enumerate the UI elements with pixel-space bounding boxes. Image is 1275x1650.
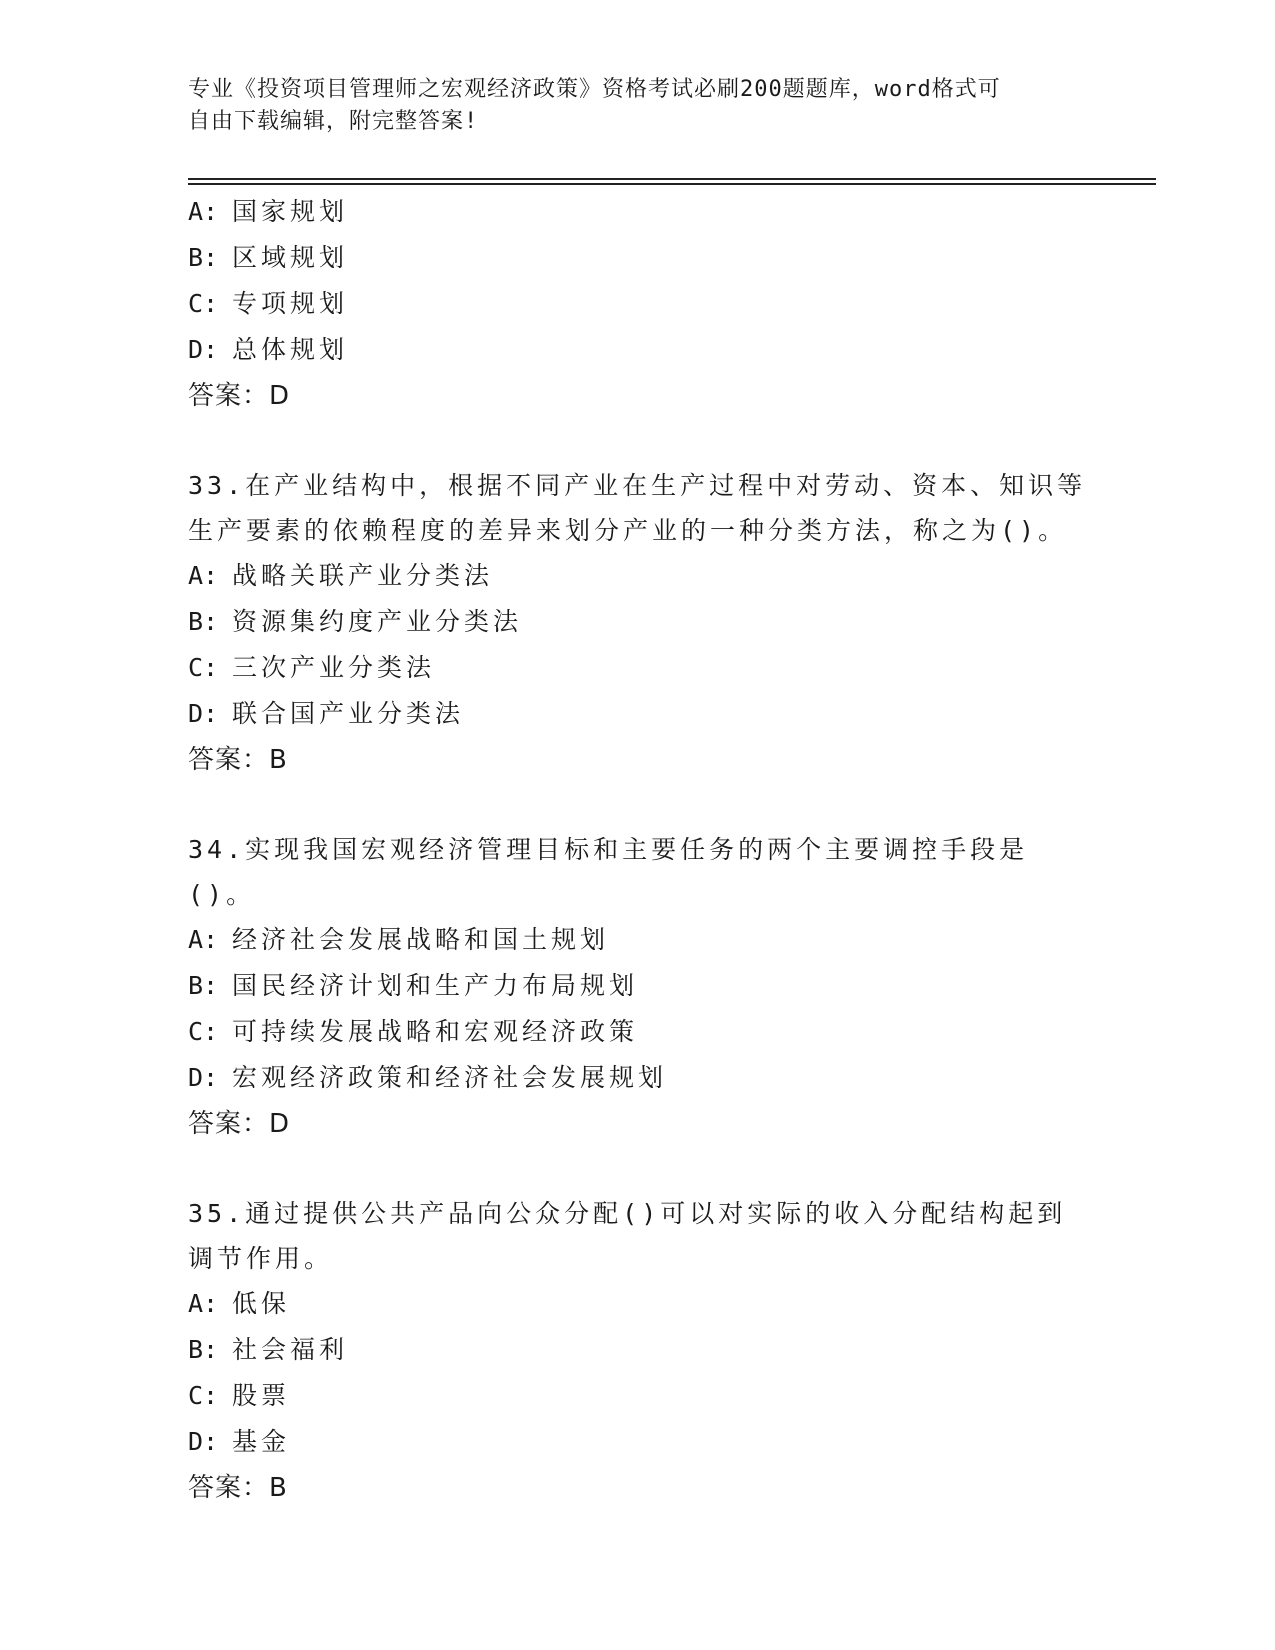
option-c: C: 专项规划 <box>188 289 349 318</box>
question-list <box>188 189 1088 1555</box>
option-b: B: 资源集约度产业分类法 <box>188 607 523 636</box>
header-line-1: 专业《投资项目管理师之宏观经济政策》资格考试必刷200题题库，word格式可 <box>188 77 1001 102</box>
option-b: B: 社会福利 <box>188 1335 349 1364</box>
option-a: A: 经济社会发展战略和国土规划 <box>188 925 610 954</box>
option-d: D: 宏观经济政策和经济社会发展规划 <box>188 1063 668 1092</box>
option-b: B: 国民经济计划和生产力布局规划 <box>188 971 639 1000</box>
header-line-2: 自由下载编辑，附完整答案! <box>188 109 479 134</box>
answer: 答案：B <box>188 1473 288 1503</box>
option-b: B: 区域规划 <box>188 243 349 272</box>
header-rule-bottom <box>188 183 1156 185</box>
option-c: C: 三次产业分类法 <box>188 653 436 682</box>
answer: 答案：D <box>188 381 291 411</box>
option-a: A: 战略关联产业分类法 <box>188 561 494 590</box>
option-c: C: 可持续发展战略和宏观经济政策 <box>188 1017 639 1046</box>
question-stem: 34.实现我国宏观经济管理目标和主要任务的两个主要调控手段是()。 <box>188 835 1029 909</box>
header-rule-top <box>188 178 1156 180</box>
option-d: D: 总体规划 <box>188 335 349 364</box>
option-a: A: 低保 <box>188 1289 291 1318</box>
option-c: C: 股票 <box>188 1381 291 1410</box>
question-stem: 35.通过提供公共产品向公众分配()可以对实际的收入分配结构起到调节作用。 <box>188 1199 1067 1273</box>
document-header <box>188 74 1088 138</box>
option-d: D: 联合国产业分类法 <box>188 699 465 728</box>
option-a: A: 国家规划 <box>188 197 349 226</box>
question-block-32 <box>188 189 1088 419</box>
question-block-35 <box>188 1191 1088 1511</box>
question-block-33 <box>188 463 1088 783</box>
answer: 答案：B <box>188 745 288 775</box>
option-d: D: 基金 <box>188 1427 291 1456</box>
question-stem: 33.在产业结构中，根据不同产业在生产过程中对劳动、资本、知识等生产要素的依赖程度的差异来划分产业的一种分类方法，称之为()。 <box>188 471 1087 545</box>
answer: 答案：D <box>188 1109 291 1139</box>
question-block-34 <box>188 827 1088 1147</box>
